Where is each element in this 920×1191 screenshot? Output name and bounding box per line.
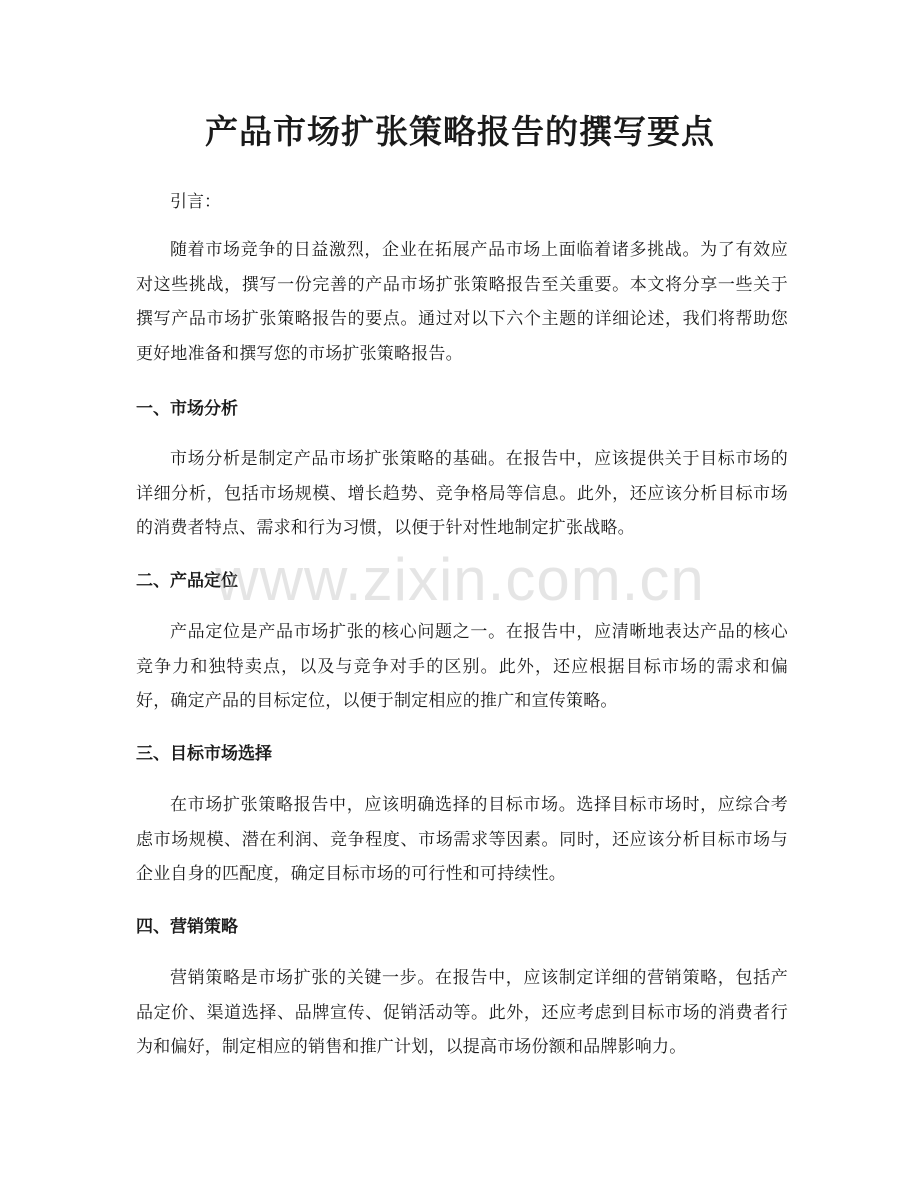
section-paragraph-target-market: 在市场扩张策略报告中，应该明确选择的目标市场。选择目标市场时，应综合考虑市场规模、潜在利润、竞争程度、市场需求等因素。同时，还应该分析目标市场与企业自身的匹配度，确定目标市场的可行性和可持续性。: [136, 795, 788, 884]
intro-label: 引言：: [170, 192, 221, 212]
section-heading-market-analysis: 一、市场分析: [136, 399, 238, 419]
section-paragraph-product-positioning: 产品定位是产品市场扩张的核心问题之一。在报告中，应清晰地表达产品的核心竞争力和独特卖点，以及与竞争对手的区别。此外，还应根据目标市场的需求和偏好，确定产品的目标定位，以便于制定相应的推广和宣传策略。: [136, 622, 788, 711]
section-paragraph-marketing-strategy: 营销策略是市场扩张的关键一步。在报告中，应该制定详细的营销策略，包括产品定价、渠道选择、品牌宣传、促销活动等。此外，还应考虑到目标市场的消费者行为和偏好，制定相应的销售和推广计划，以提高市场份额和品牌影响力。: [136, 968, 788, 1057]
section-heading-product-positioning: 二、产品定位: [136, 571, 238, 591]
section-paragraph-market-analysis: 市场分析是制定产品市场扩张策略的基础。在报告中，应该提供关于目标市场的详细分析，包括市场规模、增长趋势、竞争格局等信息。此外，还应该分析目标市场的消费者特点、需求和行为习惯，以便于针对性地制定扩张战略。: [136, 449, 788, 538]
intro-paragraph: 随着市场竞争的日益激烈，企业在拓展产品市场上面临着诸多挑战。为了有效应对这些挑战，撰写一份完善的产品市场扩张策略报告至关重要。本文将分享一些关于撰写产品市场扩张策略报告的要点。通过对以下六个主题的详细论述，我们将帮助您更好地准备和撰写您的市场扩张策略报告。: [136, 240, 788, 364]
section-heading-target-market: 三、目标市场选择: [136, 744, 272, 764]
document-title: 产品市场扩张策略报告的撰写要点: [205, 112, 715, 151]
section-heading-marketing-strategy: 四、营销策略: [136, 917, 238, 937]
watermark: www.zixin.com.cn: [215, 546, 705, 613]
